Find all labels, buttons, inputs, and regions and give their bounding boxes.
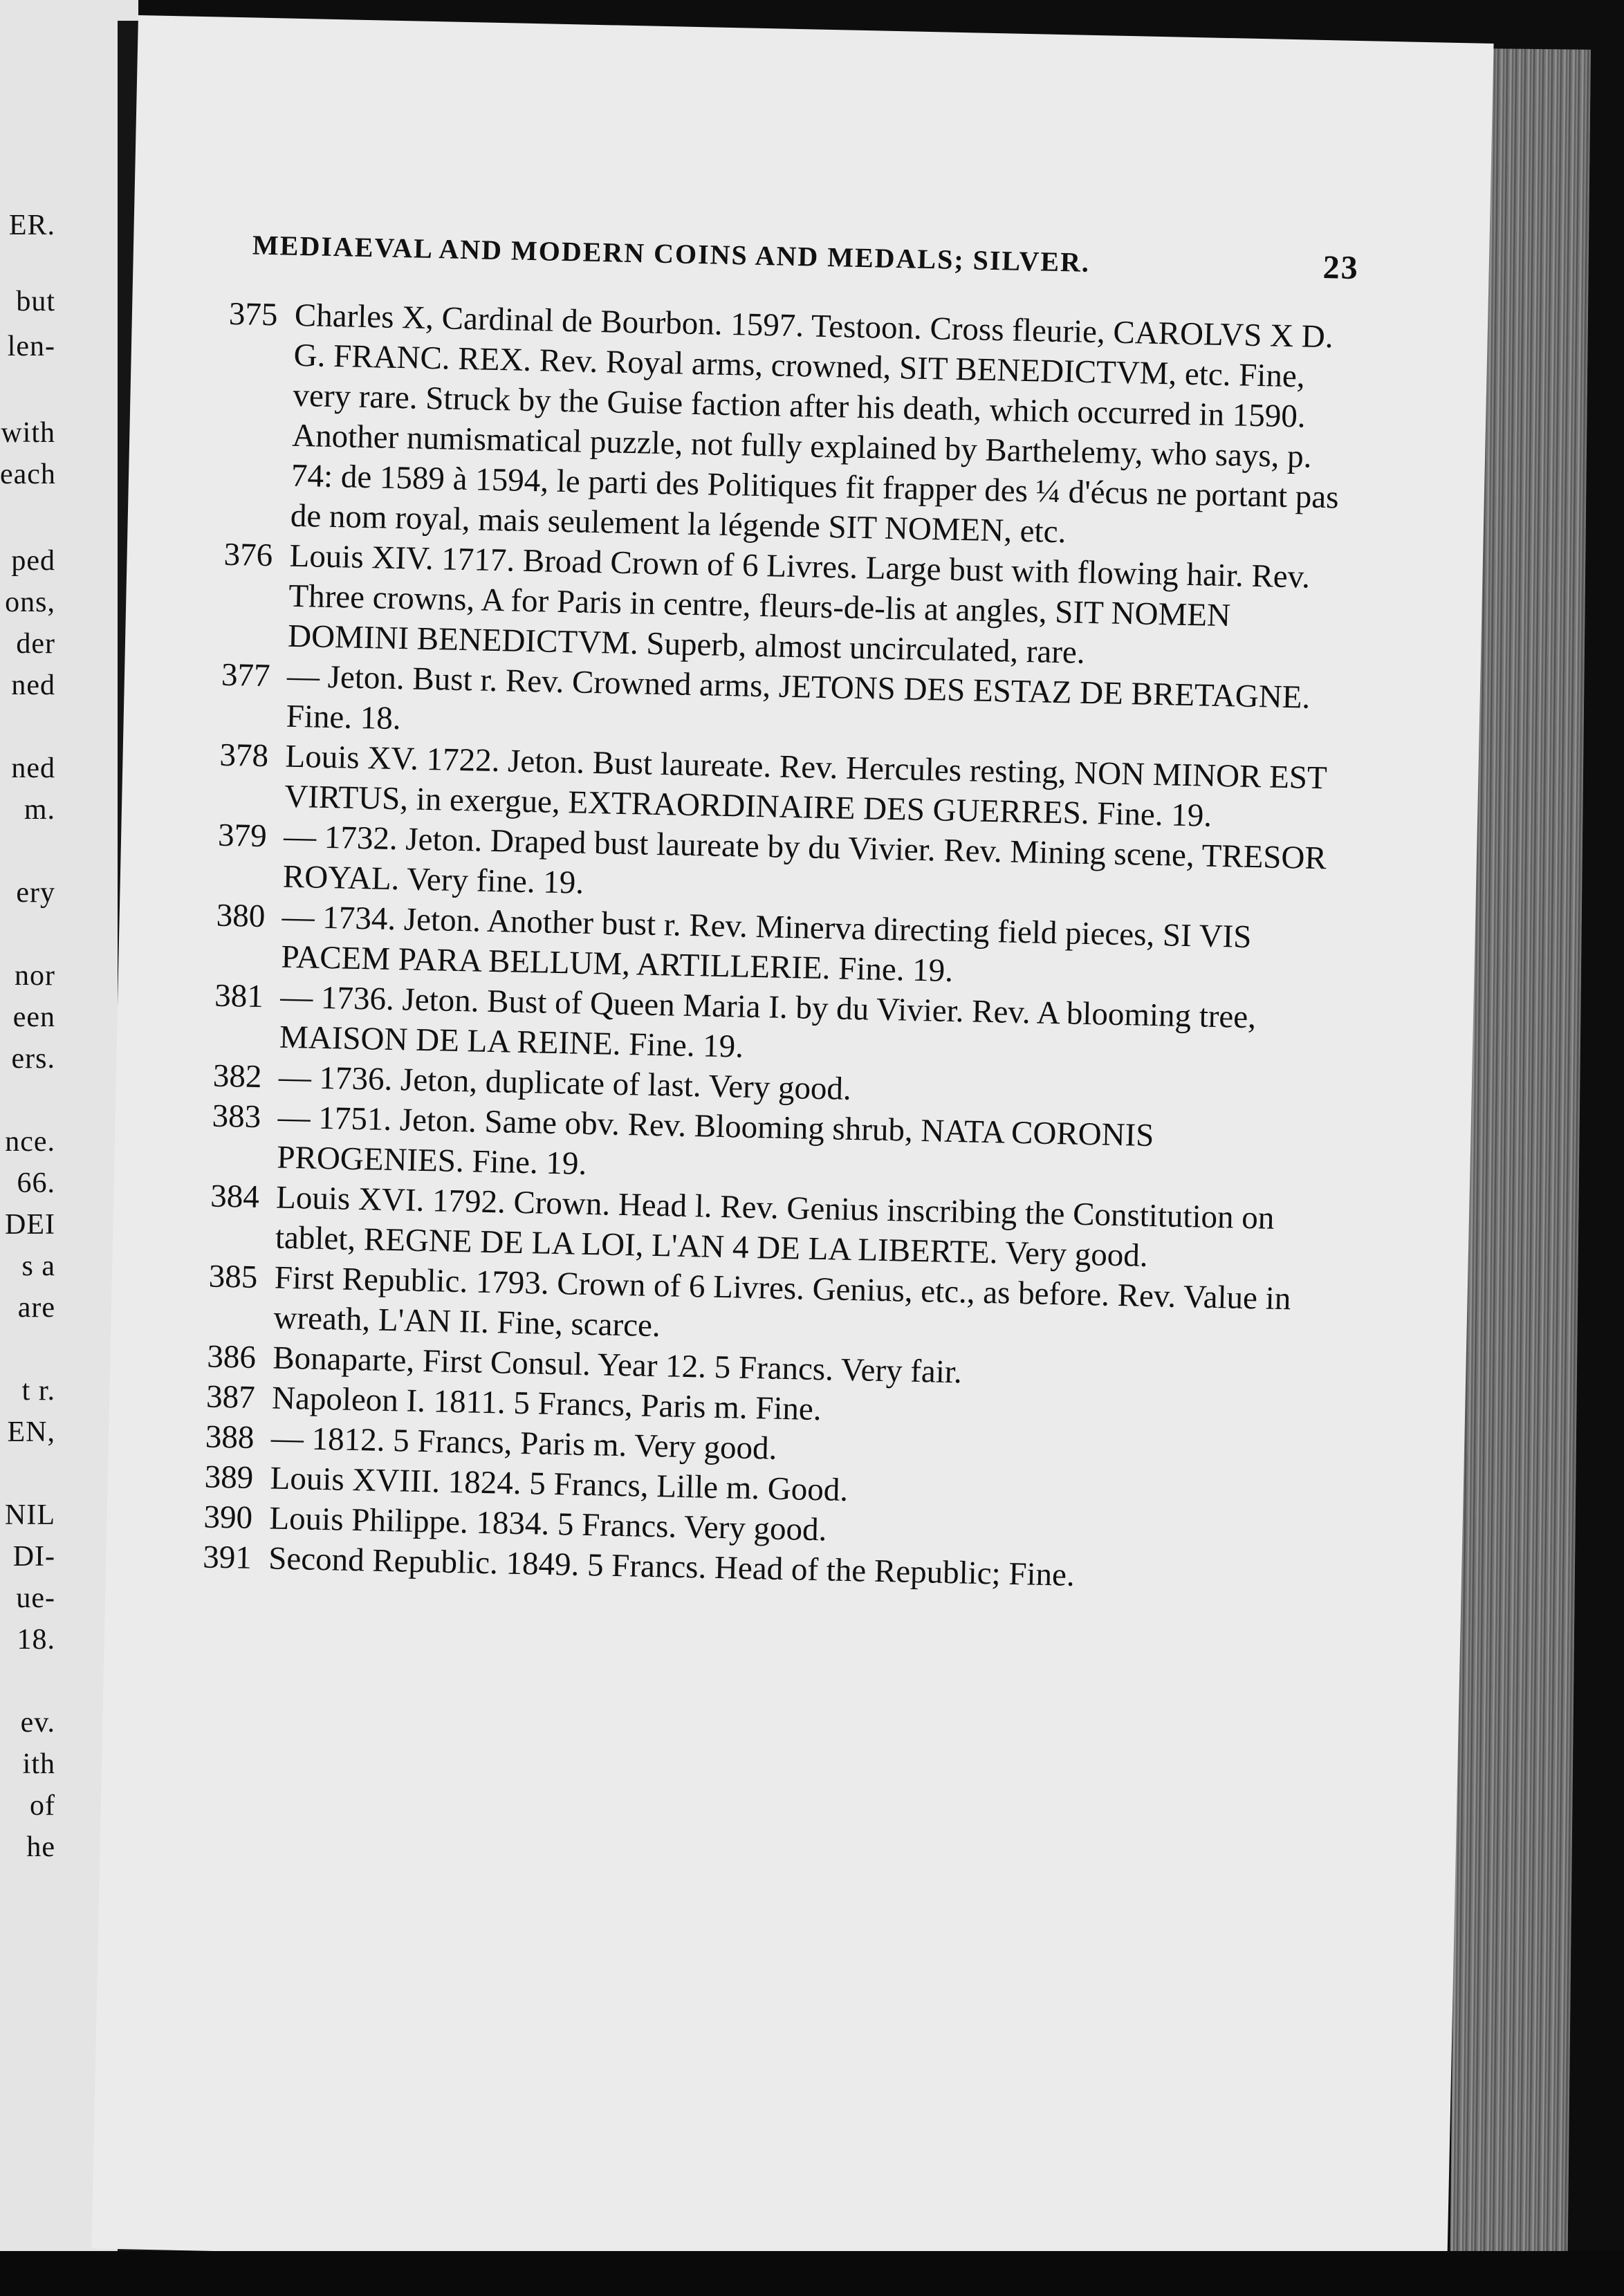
lot-description: Louis Philippe. 1834. 5 Francs. Very good. <box>268 1500 827 1548</box>
left-page-fragment: ned <box>11 669 55 701</box>
lot-number: 378 <box>219 737 269 775</box>
left-page-fragment: ons, <box>5 586 55 618</box>
lot-number: 381 <box>214 977 264 1015</box>
page-number: 23 <box>1322 248 1360 287</box>
lot-description: Louis XVI. 1792. Crown. Head l. Rev. Genius inscribing the Constitution on tablet, REGNE DE LA LOI, L'AN 4 DE LA LIBERTE. Very good. <box>275 1179 1275 1274</box>
left-page-fragment: t r. <box>21 1375 55 1407</box>
left-page-fragment: with <box>1 417 55 449</box>
left-page-fragment: DI- <box>12 1541 55 1573</box>
scan-border <box>0 2251 1624 2296</box>
lot-description: — 1732. Jeton. Draped bust laureate by du Vivier. Rev. Mining scene, TRESOR ROYAL. Very fine. 19. <box>282 818 1327 901</box>
lot-description: Louis XVIII. 1824. 5 Francs, Lille m. Good. <box>270 1460 849 1508</box>
left-page-fragment: ped <box>11 545 55 577</box>
lot-number: 383 <box>212 1098 261 1136</box>
lot-description: Charles X, Cardinal de Bourbon. 1597. Testoon. Cross fleurie, CAROLVS X D. G. FRANC. REX. Rev. Royal arms, crowned, SIT BENEDICTVM, etc. Fine, very rare. Struck by the Guise faction after his death, which occurred in 1590. Another numismatical puzzle, not fully explained by Barthelemy, who says, p. 74: de 1589 à 1594, le parti des Politiques fit frapper des ¼ d'écus ne portant pas de nom royal, mais seulement la légende SIT NOMEN, etc. <box>290 297 1340 550</box>
left-page-fragment: each <box>0 459 56 490</box>
lot-description: First Republic. 1793. Crown of 6 Livres. Genius, etc., as before. Rev. Value in wreath, L'AN II. Fine, scarce. <box>273 1259 1291 1344</box>
lot-number: 387 <box>205 1378 256 1416</box>
lot-description: — 1751. Jeton. Same obv. Rev. Blooming shrub, NATA CORONIS PROGENIES. Fine. 19. <box>276 1099 1154 1182</box>
running-head <box>252 229 1359 293</box>
left-page-fragment: ned <box>11 752 55 784</box>
lot-number: 385 <box>208 1258 258 1296</box>
left-page-fragment: 18. <box>17 1624 55 1656</box>
left-page-fragment: he <box>26 1831 55 1863</box>
catalog-entry <box>222 535 1358 678</box>
left-page-fragment: NIL <box>5 1499 55 1531</box>
catalog-entries <box>203 294 1364 1601</box>
left-page-fragment: ue- <box>16 1582 55 1614</box>
left-page-fragment: but <box>16 286 55 317</box>
lot-number: 376 <box>223 536 273 574</box>
left-page-fragment: ers. <box>11 1043 55 1075</box>
left-page-fragment: m. <box>24 794 55 826</box>
lot-number: 391 <box>202 1539 252 1576</box>
lot-number: 389 <box>204 1459 254 1496</box>
left-page-fragment: ev. <box>20 1707 55 1739</box>
lot-description: — 1812. 5 Francs, Paris m. Very good. <box>270 1420 777 1467</box>
lot-number: 377 <box>221 656 271 694</box>
lot-description: — 1736. Jeton. Bust of Queen Maria I. by du Vivier. Rev. A blooming tree, MAISON DE LA REINE. Fine. 19. <box>279 979 1257 1065</box>
lot-description: Napoleon I. 1811. 5 Francs, Paris m. Fine. <box>271 1380 822 1428</box>
lot-description: Louis XV. 1722. Jeton. Bust laureate. Rev. Hercules resting, NON MINOR EST VIRTUS, in exergue, EXTRAORDINAIRE DES GUERRES. Fine. 19. <box>284 738 1327 834</box>
lot-number: 379 <box>217 817 268 855</box>
left-page-fragment: ery <box>16 877 55 909</box>
left-page-fragment: ith <box>22 1748 55 1780</box>
lot-number: 380 <box>216 897 266 935</box>
lot-number: 384 <box>210 1178 260 1216</box>
lot-number: 386 <box>206 1338 257 1376</box>
lot-number: 382 <box>212 1057 262 1095</box>
left-page-fragment: een <box>12 1001 55 1033</box>
lot-number: 390 <box>203 1499 253 1536</box>
lot-description: Second Republic. 1849. 5 Francs. Head of the Republic; Fine. <box>268 1540 1076 1593</box>
left-page-fragment: ER. <box>8 210 55 241</box>
left-page-fragment: len- <box>7 331 55 362</box>
left-page-fragment: s a <box>21 1250 55 1282</box>
lot-number: 375 <box>228 295 279 333</box>
main-page <box>91 15 1493 2277</box>
lot-number: 388 <box>205 1418 255 1456</box>
lot-description: Louis XIV. 1717. Broad Crown of 6 Livres. Large bust with flowing hair. Rev. Three crowns, A for Paris in centre, fleurs-de-lis at angles, SIT NOMEN DOMINI BENEDICTVM. Superb, almost uncirculated, rare. <box>287 537 1311 671</box>
left-page-fragment: EN, <box>7 1416 55 1448</box>
left-page-fragment: nce. <box>5 1126 55 1158</box>
left-page-fragment: nor <box>15 960 55 992</box>
left-page-fragment: are <box>17 1292 55 1324</box>
lot-description: — 1734. Jeton. Another bust r. Rev. Minerva directing field pieces, SI VIS PACEM PARA BELLUM, ARTILLERIE. Fine. 19. <box>280 898 1252 989</box>
page-header-title: MEDIAEVAL AND MODERN COINS AND MEDALS; SILVER. <box>252 229 1091 278</box>
lot-description: — 1736. Jeton, duplicate of last. Very good. <box>278 1059 852 1107</box>
left-page-fragment: der <box>16 628 55 660</box>
left-page-fragment: 66. <box>17 1167 55 1199</box>
catalog-entry <box>224 294 1363 558</box>
lot-description: — Jeton. Bust r. Rev. Crowned arms, JETONS DES ESTAZ DE BRETAGNE. Fine. 18. <box>286 658 1311 737</box>
lot-description: Bonaparte, First Consul. Year 12. 5 Francs. Very fair. <box>272 1340 963 1391</box>
left-page-fragment: DEI <box>5 1209 55 1241</box>
left-page-fragment: of <box>30 1790 55 1822</box>
